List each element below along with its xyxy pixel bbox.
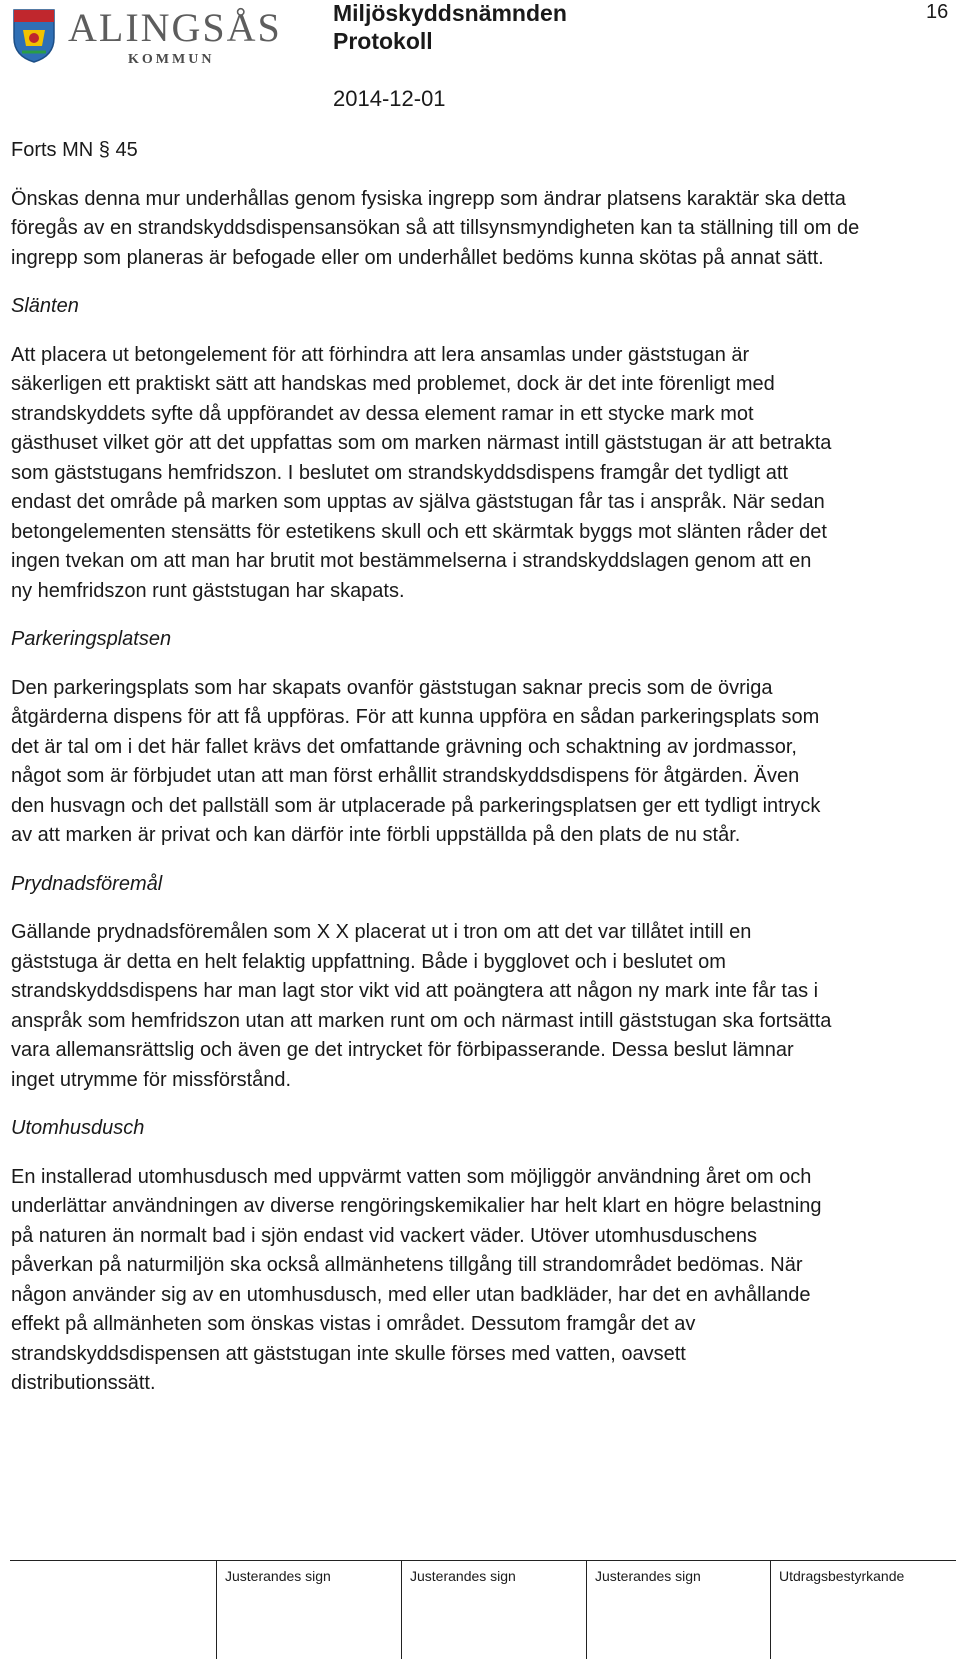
section-parkeringsplatsen [11, 625, 951, 851]
text-line: det är tal om i det här fallet krävs det omfattande grävning och schaktning av jordmassor, [11, 735, 797, 758]
text-line: ny hemfridszon runt gäststugan har skapats. [11, 579, 405, 602]
text-line: vara allemansrättslig och även ge det intrycket för förbipasserande. Dessa beslut lämnar [11, 1039, 794, 1061]
text-line: någon använder sig av en utomhusdusch, med eller utan badkläder, har det en avhållande [11, 1283, 811, 1306]
logo-wordmark: ALINGSÅS [68, 5, 282, 50]
municipality-logo [10, 4, 290, 70]
text-line: En installerad utomhusdusch med uppvärmt vatten som möjliggör användning året om och [11, 1165, 812, 1188]
text-line: distributionssätt. [11, 1372, 156, 1394]
page-number: 16 [926, 1, 949, 23]
text-line: strandskyddsdispensen att gäststugan inte skulle förses med vatten, oavsett [11, 1342, 686, 1365]
text-line: på naturen än normalt bad i sjön endast vid vackert väder. Utöver utomhusduschens [11, 1224, 757, 1247]
text-line: anspråk som hemfridszon utan att marken runt om och närmast intill gäststugan ska fortsätta [11, 1009, 832, 1032]
coat-of-arms-icon [12, 8, 56, 64]
footer-divider [216, 1560, 217, 1659]
text-line: underlättar användningen av diverse rengöringskemikalier har helt klart en högre belastning [11, 1195, 822, 1217]
paragraph-reference: Forts MN § 45 [11, 139, 138, 161]
text-line: strandskyddets syfte då uppförandet av dessa element ramar in ett stycke mark mot [11, 402, 754, 425]
footer-rule [10, 1560, 956, 1561]
section-body [11, 674, 951, 851]
text-line: Den parkeringsplats som har skapats ovanför gäststugan saknar precis som de övriga [11, 676, 773, 699]
meeting-date: 2014-12-01 [333, 86, 446, 111]
text-line: säkerligen ett praktiskt sätt att handskas med problemet, dock är det inte förenligt med [11, 373, 775, 395]
text-line: endast det område på marken som upptas av själva gäststugan får tas i anspråk. När sedan [11, 491, 825, 513]
text-line: betongelementen stensätts för estetikens skull och ett skärmtak byggs mot slänten råder det [11, 520, 827, 543]
section-heading: Slänten [11, 295, 79, 317]
section-heading: Parkeringsplatsen [11, 628, 172, 650]
footer-divider [770, 1560, 771, 1659]
signature-box-label: Justerandes sign [410, 1568, 516, 1584]
text-line: gäststuga är detta en helt felaktig uppfattning. Både i bygglovet och i beslutet om [11, 950, 726, 973]
document-type: Protokoll [333, 28, 433, 54]
section-heading: Utomhusdusch [11, 1117, 145, 1139]
text-line: ingen tvekan om att man har brutit mot bestämmelserna i strandskyddslagen genom att en [11, 550, 812, 572]
section-utomhusdusch [11, 1114, 951, 1399]
text-line: åtgärderna dispens för att få uppföras. För att kunna uppföra en sådan parkeringsplats som [11, 706, 820, 728]
footer-divider [586, 1560, 587, 1659]
footer-divider [401, 1560, 402, 1659]
text-line: effekt på allmänheten som önskas vistas i området. Dessutom framgår det av [11, 1313, 696, 1335]
text-line: påverkan på naturmiljön ska också allmänhetens tillgång till strandområdet bedömas. När [11, 1254, 803, 1276]
text-line: av att marken är privat och kan därför inte förbli uppställda på den plats de nu står. [11, 824, 741, 846]
section-heading: Prydnadsföremål [11, 872, 163, 895]
text-line: något som är förbjudet utan att man först erhållit strandskyddsdispens för åtgärden. Även [11, 765, 800, 787]
section-body [11, 918, 951, 1095]
text-line: gästhuset vilket gör att det uppfattas som om marken närmast intill gäststugan är att betrakta [11, 432, 832, 454]
document-body [11, 136, 951, 1418]
logo-subtitle: KOMMUN [128, 52, 215, 67]
intro-paragraph: Önskas denna mur underhållas genom fysiska ingrepp som ändrar platsens karaktär ska detta föregås av en strandskyddsdispensansökan så att tillsynsmyndigheten kan ta ställning till om de ingrepp som planeras är befogade eller om underhållet bedöms kunna skötas på annat sätt. [11, 187, 860, 269]
committee-title: Miljöskyddsnämnden [333, 0, 567, 26]
section-prydnadsforemal [11, 870, 951, 1096]
text-line: strandskyddsdispens har man lagt stor vikt vid att poängtera att någon ny mark inte får tas i [11, 980, 819, 1002]
text-line: den husvagn och det pallställ som är utplacerade på parkeringsplatsen ger ett tydligt intryck [11, 794, 821, 817]
text-line: inget utrymme för missförstånd. [11, 1068, 292, 1091]
section-body [11, 341, 951, 607]
section-body [11, 1163, 951, 1399]
signature-box-label: Justerandes sign [225, 1568, 331, 1584]
certification-box-label: Utdragsbestyrkande [779, 1568, 905, 1584]
text-line: som gäststugans hemfridszon. I beslutet om strandskyddsdispens framgår det tydligt att [11, 461, 789, 484]
signature-box-label: Justerandes sign [595, 1568, 701, 1584]
section-slanten [11, 292, 951, 606]
text-line: Att placera ut betongelement för att förhindra att lera ansamlas under gäststugan är [11, 343, 750, 366]
text-line: Gällande prydnadsföremålen som X X placerat ut i tron om att det var tillåtet intill en [11, 921, 752, 943]
